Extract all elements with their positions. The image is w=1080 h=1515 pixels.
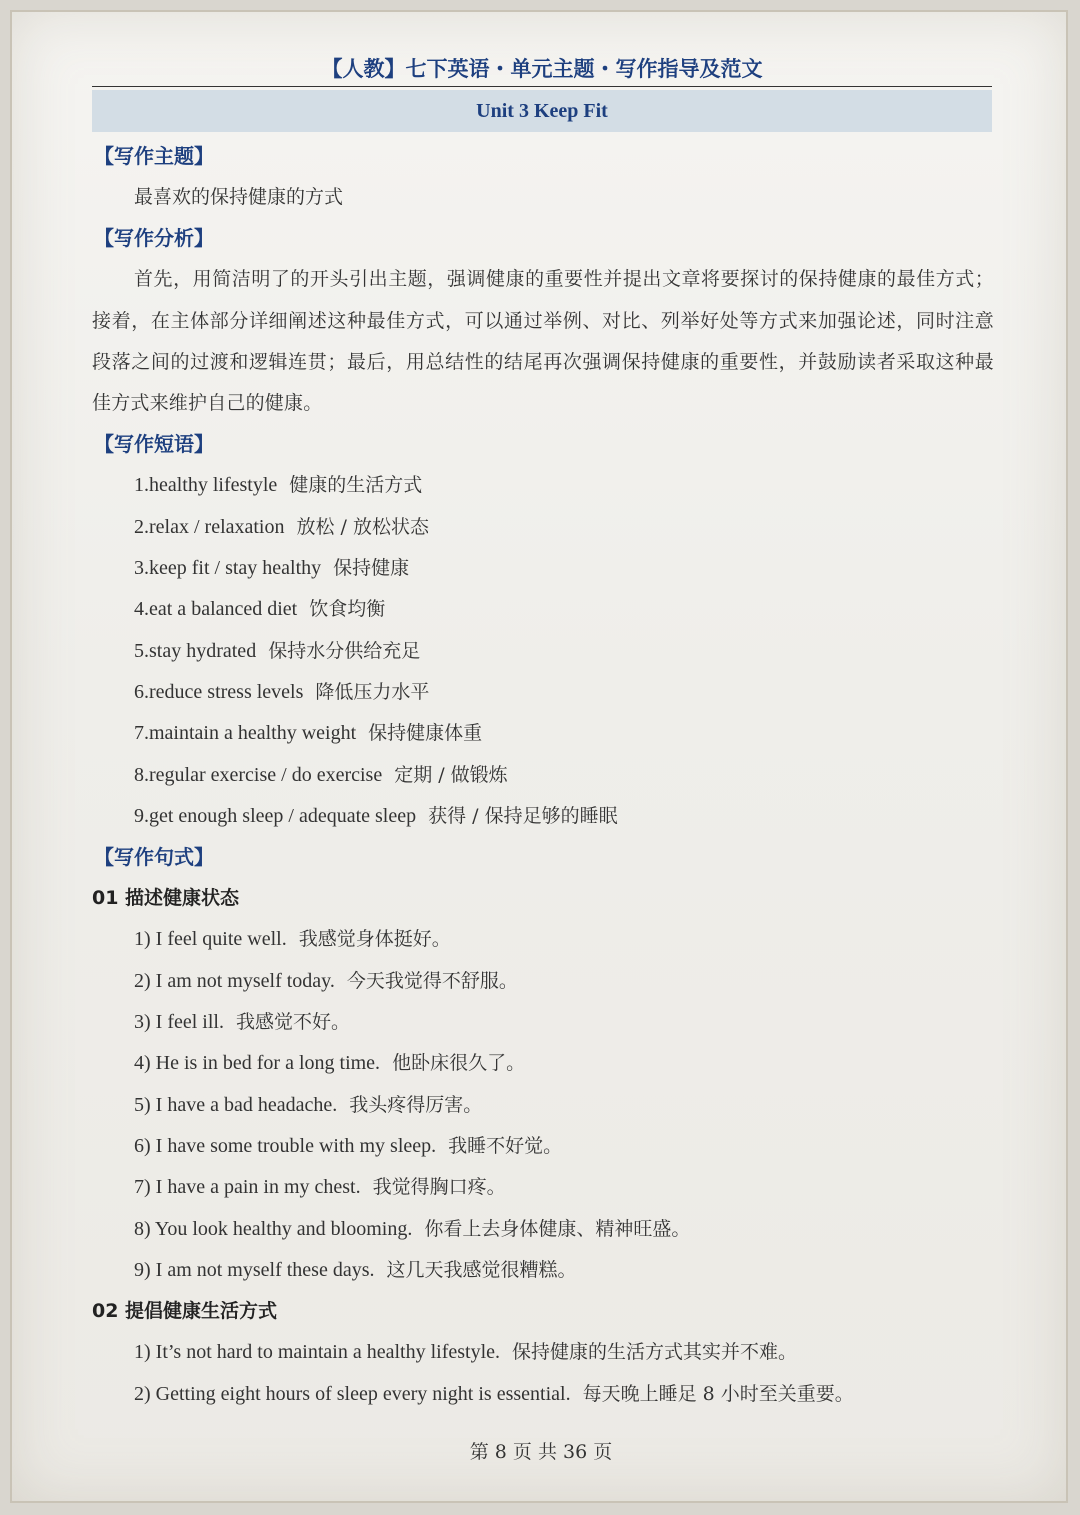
header-divider: [92, 86, 992, 87]
sentence-group-title: 01 描述健康状态: [92, 887, 240, 910]
document-content: [92, 136, 994, 1415]
phrase-item: 4.eat a balanced diet 饮食均衡: [134, 598, 386, 621]
phrase-item: 8.regular exercise / do exercise 定期 / 做锻炼: [134, 763, 508, 786]
sentence-item: 7) I have a pain in my chest. 我觉得胸口疼。: [134, 1176, 506, 1199]
section-heading-phrases: 【写作短语】: [94, 432, 214, 457]
phrase-item: 3.keep fit / stay healthy 保持健康: [134, 557, 410, 580]
sentence-item: 2) Getting eight hours of sleep every night is essential. 每天晚上睡足 8 小时至关重要。: [134, 1382, 854, 1405]
phrase-list: [92, 465, 994, 837]
document-page: [10, 10, 1068, 1503]
phrase-item: 6.reduce stress levels 降低压力水平: [134, 680, 430, 703]
page-number-footer: 第 8 页 共 36 页: [469, 1441, 613, 1463]
sentence-item: 2) I am not myself today. 今天我觉得不舒服。: [134, 969, 518, 992]
section-heading-analysis: 【写作分析】: [94, 226, 214, 251]
page-header-title: 【人教】七下英语・单元主题・写作指导及范文: [321, 57, 763, 81]
sentence-item: 9) I am not myself these days. 这几天我感觉很糟糕。: [134, 1258, 577, 1281]
sentence-item: 4) He is in bed for a long time. 他卧床很久了。: [134, 1052, 526, 1075]
phrase-item: 9.get enough sleep / adequate sleep 获得 / 保持足够的睡眠: [134, 804, 618, 827]
phrase-item: 1.healthy lifestyle 健康的生活方式: [134, 474, 423, 497]
sentence-item: 1) It’s not hard to maintain a healthy lifestyle. 保持健康的生活方式其实并不难。: [134, 1341, 798, 1364]
sentence-list: [92, 919, 994, 1291]
sentence-item: 5) I have a bad headache. 我头疼得厉害。: [134, 1093, 483, 1116]
sentence-group-title: 02 提倡健康生活方式: [92, 1300, 278, 1323]
phrase-item: 2.relax / relaxation 放松 / 放松状态: [134, 515, 429, 538]
phrase-item: 7.maintain a healthy weight 保持健康体重: [134, 722, 483, 745]
sentence-item: 6) I have some trouble with my sleep. 我睡不好觉。: [134, 1134, 563, 1157]
section-heading-sentences: 【写作句式】: [94, 845, 214, 870]
sentence-list: [92, 1332, 994, 1415]
analysis-paragraph: 首先，用简洁明了的开头引出主题，强调健康的重要性并提出文章将要探讨的保持健康的最佳方式；接着，在主体部分详细阐述这种最佳方式，可以通过举例、对比、列举好处等方式来加强论述，同时注意段落之间的过渡和逻辑连贯；最后，用总结性的结尾再次强调保持健康的重要性，并鼓励读者采取这种最佳方式来维护自己的健康。: [92, 268, 994, 415]
unit-title-bar: Unit 3 Keep Fit: [92, 90, 992, 132]
topic-text: 最喜欢的保持健康的方式: [134, 186, 344, 208]
sentence-item: 8) You look healthy and blooming. 你看上去身体健康、精神旺盛。: [134, 1217, 691, 1240]
sentence-item: 1) I feel quite well. 我感觉身体挺好。: [134, 928, 451, 951]
section-heading-topic: 【写作主题】: [94, 144, 214, 168]
phrase-item: 5.stay hydrated 保持水分供给充足: [134, 639, 421, 662]
sentence-item: 3) I feel ill. 我感觉不好。: [134, 1011, 350, 1034]
